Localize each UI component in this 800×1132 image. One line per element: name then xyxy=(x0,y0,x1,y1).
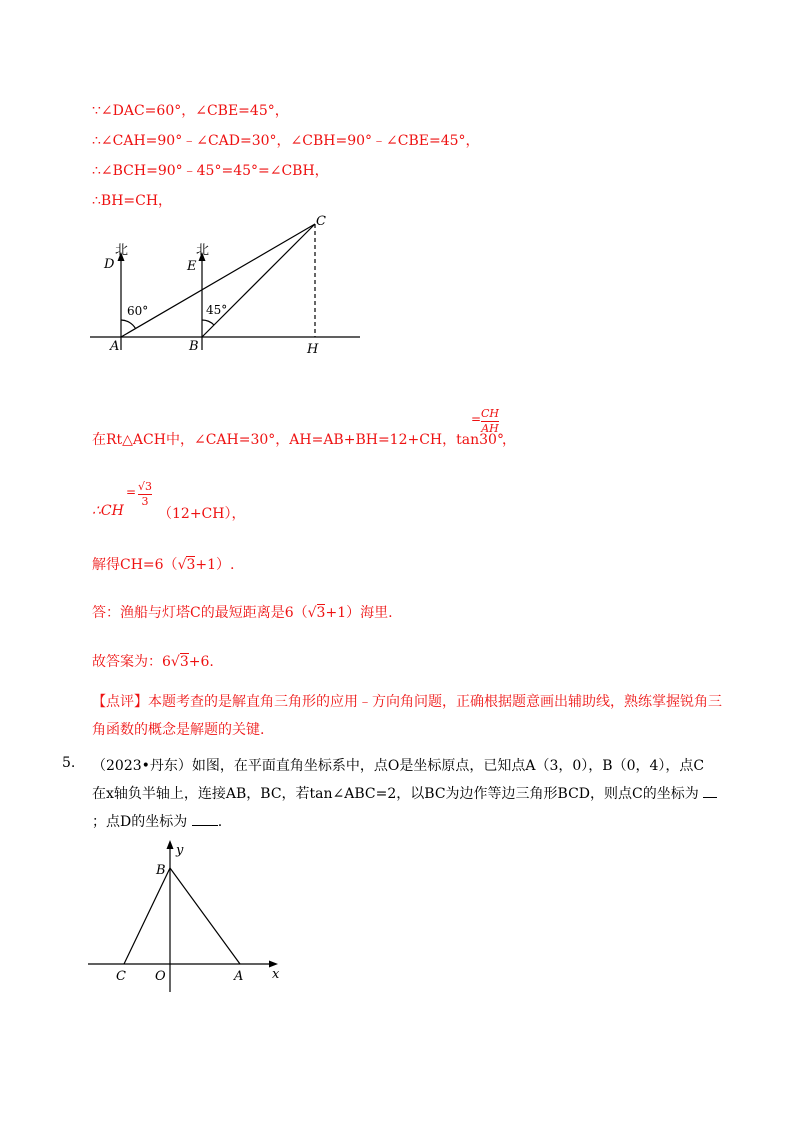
y-axis-label: y xyxy=(176,843,184,858)
therefore-ch-tail: （12+CH）， xyxy=(158,506,246,522)
therefore-ch-prefix: ∴CH xyxy=(92,503,124,519)
rt-line-tail: ， xyxy=(502,432,516,448)
point-c-label: C xyxy=(316,214,326,229)
x-axis-label: x xyxy=(272,967,280,982)
sqrt-symbol: √3 xyxy=(170,654,189,670)
tan-frac-numerator: CH xyxy=(481,407,500,420)
point-h-label: H xyxy=(307,342,319,357)
solve-tail: +1）. xyxy=(195,557,235,573)
answer-prefix: 答：渔船与灯塔C的最短距离是6（ xyxy=(92,605,308,621)
answer-blank-d[interactable] xyxy=(192,813,218,826)
angle-45-label: 45° xyxy=(206,303,228,317)
final-tail: +6. xyxy=(188,654,214,670)
angle-60-label: 60° xyxy=(127,304,149,318)
question-line-3-end: . xyxy=(217,814,223,830)
question-line-3 xyxy=(92,811,222,831)
north-label-b: 北 xyxy=(196,243,210,258)
origin-label: O xyxy=(155,969,166,984)
point-d-label: D xyxy=(104,257,115,272)
coordinate-figure xyxy=(88,838,288,998)
sqrt-symbol: √3 xyxy=(307,605,326,621)
answer-line xyxy=(92,602,393,622)
answer-blank-c[interactable] xyxy=(703,785,717,798)
question-line-1: （2023•丹东）如图，在平面直角坐标系中，点O是坐标原点，已知点A（3，0），B（0，4），点C xyxy=(92,758,705,774)
answer-tail: +1）海里. xyxy=(325,605,393,621)
tan-fraction: = CH AH xyxy=(471,407,500,435)
solve-line xyxy=(92,554,235,574)
comment-line-1: 【点评】本题考查的是解直角三角形的应用﹣方向角问题，正确根据题意画出辅助线，熟练掌握锐角三 xyxy=(92,694,722,710)
final-prefix: 故答案为：6 xyxy=(92,654,171,670)
sqrt3-over-3-fraction: = √3 3 xyxy=(126,480,153,508)
point-b-label: B xyxy=(156,863,166,878)
tan-frac-denominator: AH xyxy=(481,422,499,435)
therefore-frac-numerator: √3 xyxy=(138,480,153,493)
solution-line-2: ∴∠CAH=90°﹣∠CAD=30°，∠CBH=90°﹣∠CBE=45°， xyxy=(92,133,480,149)
point-c-label: C xyxy=(116,969,126,984)
solve-prefix: 解得CH=6（ xyxy=(92,557,178,573)
solution-line-3: ∴∠BCH=90°﹣45°=45°=∠CBH， xyxy=(92,163,329,179)
question-number: 5. xyxy=(62,755,76,771)
point-a-label: A xyxy=(110,339,120,354)
rt-triangle-line xyxy=(92,429,504,449)
final-answer-line xyxy=(92,651,214,671)
point-a-label: A xyxy=(234,969,244,984)
question-line-2-text: 在x轴负半轴上，连接AB，BC，若tan∠ABC=2，以BC为边作等边三角形BCD，则点C的坐标为 xyxy=(92,786,699,802)
sqrt-symbol: √3 xyxy=(177,557,196,573)
point-b-label: B xyxy=(189,339,199,354)
rt-line-main: 在Rt△ACH中，∠CAH=30°，AH=AB+BH=12+CH，tan30° xyxy=(92,432,504,448)
question-line-3-text: ；点D的坐标为 xyxy=(92,814,188,830)
point-e-label: E xyxy=(187,259,197,274)
north-label-a: 北 xyxy=(115,243,129,258)
comment-line-2: 角函数的概念是解题的关键. xyxy=(92,722,265,738)
therefore-frac-denominator: 3 xyxy=(141,495,149,508)
question-line-2 xyxy=(92,783,717,803)
solution-line-1: ∵∠DAC=60°，∠CBE=45°， xyxy=(92,103,289,119)
direction-angle-figure xyxy=(90,210,370,360)
solution-line-4: ∴BH=CH， xyxy=(92,193,173,209)
